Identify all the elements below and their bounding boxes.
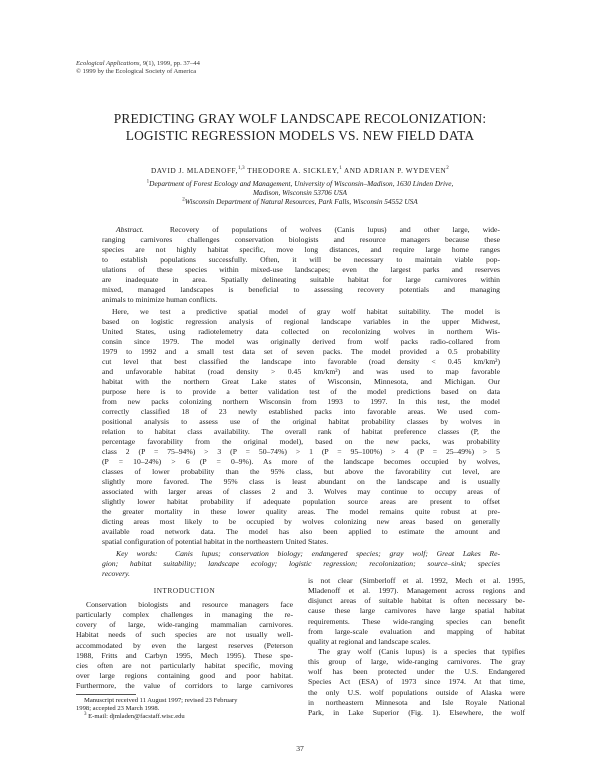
body-line: cause these large carnivores have large spatial habitat (308, 606, 525, 616)
abstract-line: consin since 1979. The model was originally derived from wolf packs radio-collared from (102, 337, 500, 346)
abstract-line: slightly lower habitat probability if adequate population source areas are present to offset (102, 497, 500, 506)
body-line: Conservation biologists and resource managers face (86, 600, 293, 609)
introduction-heading: INTRODUCTION (153, 587, 216, 595)
journal-name: Ecological Applications, (76, 60, 142, 67)
affiliation-1 (0, 179, 600, 188)
author-1-sup: 1,3 (237, 166, 245, 172)
abstract-line: purpose here is to provide a better validation test of the model predictions based on data (102, 387, 500, 396)
affiliation-2-line-1: Wisconsin Department of Natural Resources, Park Falls, Wisconsin 54552 USA (184, 197, 418, 206)
abstract-line: and unfavorable habitat (road density > 0.45 km/km²) and was used to map favorable (102, 367, 500, 376)
abstract-line: 1979 to 1992 and a small test data set of seven packs. The model provided a 0.5 probability (102, 347, 500, 356)
keywords-line-3: recovery. (102, 569, 130, 578)
abstract-line: correctly classified 18 of 23 newly established packs into favorable areas. We used com- (102, 407, 500, 416)
body-line: this group of large, wide-ranging carnivores. The gray (308, 657, 525, 667)
right-column (308, 576, 525, 718)
abstract-line: slightly more favored. The 95% class is least abundant on the landscape and is usually (102, 477, 500, 486)
abstract-line: based on logistic regression analysis of regional landscape variables in the upper Midwest, (102, 317, 500, 326)
body-line: 1988, Fritts and Carbyn 1995, Mech 1995). These spe- (76, 650, 293, 660)
abstract-line: Abstract. Recovery of populations of wolves (Canis lupus) and other large, wide- (116, 225, 500, 234)
body-line: accommodated by even the largest reserves (Peterson (76, 640, 293, 650)
abstract-line: classes of lower probability than the 95% class, but above the favorability cut level, are (102, 467, 500, 476)
footnote-received: Manuscript received 11 August 1997; revised 23 February (84, 697, 238, 704)
abstract-line: relation to habitat class availability. The overall rank of habitat preference classes (P, the (102, 427, 500, 436)
title-line-2: LOGISTIC REGRESSION MODELS VS. NEW FIELD DATA (125, 128, 475, 143)
footnote-email-sup: 3 (84, 711, 87, 717)
abstract-line: ranging carnivores challenges conservation biologists and resource managers because these (102, 235, 500, 244)
body-line: the only U.S. wolf populations outside of Alaska were (308, 687, 525, 697)
abstract-line: the greater mortality in these lower quality areas. The model remains quite robust at pre- (102, 507, 500, 516)
author-1: DAVID J. MLADENOFF, (151, 167, 238, 175)
affiliation-2 (0, 197, 600, 206)
abstract-line: positional analysis to assess use of the original habitat probability classes by wolves in (102, 417, 500, 426)
body-line: from large-scale evaluation and mapping of habitat (308, 626, 525, 636)
copyright-line: © 1999 by the Ecological Society of America (76, 68, 197, 75)
body-line: cies often are not particularly habitat specific, moving (76, 660, 293, 670)
page-number: 37 (296, 744, 304, 753)
body-line: Furthermore, the value of corridors to large carnivores (76, 681, 293, 691)
body-line: The gray wolf (Canis lupus) is a species that typifies (318, 646, 525, 656)
footnote-rule (76, 694, 136, 695)
abstract-line: Here, we test a predictive spatial model of gray wolf habitat suitability. The model is (112, 307, 500, 316)
body-line: Mladenoff et al. 1997). Management across regions and (308, 586, 525, 596)
abstract-line: cut level that best classified the landscape into favorable (road density < 0.45 km/km²) (102, 357, 500, 366)
journal-volume: 9(1), 1999, pp. 37–44 (141, 60, 200, 67)
body-line: covery of large, wide-ranging mammalian carnivores. (76, 620, 293, 630)
author-2-sup: 1 (339, 166, 342, 172)
body-line: in northeastern Minnesota and Isle Royale National (308, 697, 525, 707)
affiliation-1-sup: 1 (146, 179, 150, 185)
body-line: disjunct areas of suitable habitat is often necessary be- (308, 596, 525, 606)
abstract-line: to establish populations successfully. Often, it will be necessary to maintain viable pop- (102, 255, 500, 264)
title-line-1: PREDICTING GRAY WOLF LANDSCAPE RECOLONIZATION: (113, 111, 487, 126)
keywords-line-1: Key words: Canis lupus; conservation biology; endangered species; gray wolf; Great Lakes Re- (116, 549, 501, 558)
body-line: Species Act (ESA) of 1973 since 1974. At that time, (308, 677, 525, 687)
author-3-sup: 2 (446, 166, 449, 172)
abstract-line: (P = 10–24%) > 6 (P = 0–9%). As more of the landscape becomes occupied by wolves, (102, 457, 500, 466)
body-line: quality at regional and landscape scales. (308, 636, 431, 646)
abstract-label: Abstract. (116, 225, 144, 234)
keywords-line-2: gion; habitat suitability; landscape ecology; logistic regression; recolonization; source–sink; species (102, 559, 500, 568)
body-line: is not clear (Simberloff et al. 1992, Mech et al. 1995, (308, 576, 525, 585)
affiliation-1-line-2: Madison, Wisconsin 53706 USA (252, 188, 348, 197)
abstract-line: mixed, managed landscapes is beneficial to assessing recovery potentials and managing (102, 285, 500, 294)
author-3: AND ADRIAN P. WYDEVEN (341, 167, 447, 175)
abstract-line: are inadequate in area. Spatially delineating suitable habitat for large carnivores within (102, 275, 500, 284)
abstract-line: associated with larger areas of classes 2 and 3. Wolves may continue to occupy areas of (102, 487, 500, 496)
abstract-line: ulations of these species within mixed-use landscapes; even the largest parks and reserves (102, 265, 500, 274)
abstract-line: dicting areas most likely to be occupied by wolves colonizing new areas based on generally (102, 517, 500, 526)
body-line: Park, in Lake Superior (Fig. 1). Elsewhere, the wolf (308, 707, 525, 717)
footnote-accepted: 1998; accepted 23 March 1998. (76, 705, 160, 712)
abstract-line: habitat with the northern Great Lake states of Wisconsin, Minnesota, and Michigan. Our (102, 377, 500, 386)
body-line: requirements. These wide-ranging species can benefit (308, 616, 525, 626)
body-line: wolf has been protected under the U.S. Endangered (308, 667, 525, 677)
body-line: Habitat needs of such species are not usually well- (76, 630, 293, 640)
body-line: particularly complex challenges in managing the re- (76, 610, 293, 620)
body-line: over large regions containing good and poor habitat. (76, 670, 293, 680)
journal-header (76, 60, 200, 76)
author-list (0, 165, 600, 175)
affiliation-1-line-1: Department of Forest Ecology and Management, University of Wisconsin–Madison, 1630 Linden Drive, (149, 179, 454, 188)
left-column (76, 600, 293, 691)
abstract-line: United States, using radiotelemetry data collected on recolonizing wolves in northern Wis- (102, 327, 500, 336)
abstract-line: species are not highly habitat specific, move long distances, and require large home ranges (102, 245, 500, 254)
author-2: THEODORE A. SICKLEY, (244, 167, 340, 175)
abstract-line: percentage favorability from the original model), based on the new packs, was probability (102, 437, 500, 446)
abstract-line: animals to minimize human conflicts. (102, 295, 218, 304)
abstract-line: spatial configuration of potential habitat in the northeastern United States. (102, 537, 329, 546)
abstract-line: class 2 (P = 75–94%) > 3 (P = 50–74%) > 1 (P = 95–100%) > 4 (P = 25–49%) > 5 (102, 447, 500, 456)
keywords-label: Key words: (116, 549, 158, 558)
abstract-line: from new packs colonizing northern Wisconsin from 1993 to 1997. In this test, the model (102, 397, 500, 406)
footnote-email: $^3$ E-mail: djmladen@facstaff.wisc.edu (84, 711, 185, 720)
affiliation-2-sup: 2 (182, 197, 185, 203)
abstract-line: available road network data. The model has also been applied to estimate the amount and (102, 527, 500, 536)
